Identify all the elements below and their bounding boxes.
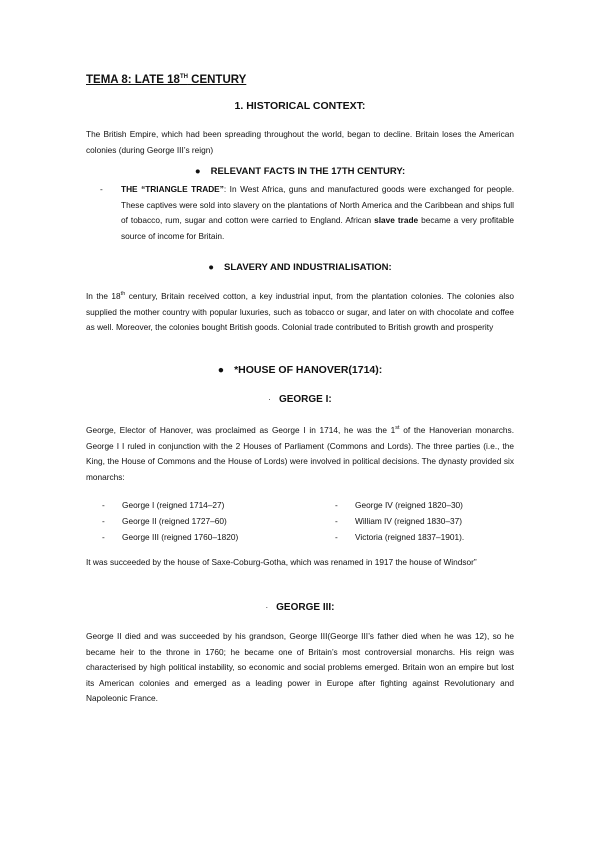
sub-bullet-icon: · [265, 603, 269, 612]
george-i-paragraph: George, Elector of Hanover, was proclaimed as George I in 1714, he was the 1st of the Hanoverian monarchs. George I I ruled in conjunction with the 2 Houses of Parliament (Commons and Lords). The three parties (i.e., the King, the House of Commons and the House of Lords) were involved in political decisions. The dynasty provided six monarchs: [86, 425, 514, 482]
bullet-icon: ● [208, 262, 215, 273]
monarch-item: - Victoria (reigned 1837–1901). [335, 532, 465, 542]
document-title: TEMA 8: LATE 18TH CENTURY [86, 74, 247, 86]
heading-relevant-facts: ● RELEVANT FACTS IN THE 17TH CENTURY: [194, 166, 406, 177]
monarch-item: - George IV (reigned 1820–30) [335, 500, 463, 510]
monarch-item: - George I (reigned 1714–27) [102, 500, 225, 510]
bullet-icon: ● [194, 166, 201, 177]
intro-paragraph: The British Empire, which had been spreading throughout the world, began to decline. Britain loses the American colonies (during George III’s reign) [86, 129, 514, 155]
sub-bullet-icon: · [268, 395, 271, 404]
heading-house-of-hanover: ● *HOUSE OF HANOVER(1714): [217, 364, 383, 376]
monarch-item: - George III (reigned 1760–1820) [102, 532, 239, 542]
succession-paragraph: It was succeeded by the house of Saxe-Coburg-Gotha, which was renamed in 1917 the house of Windsor” [86, 557, 477, 567]
heading-slavery-industrialisation: ● SLAVERY AND INDUSTRIALISATION: [208, 262, 392, 273]
list-dash: - [100, 184, 103, 194]
monarch-item: - William IV (reigned 1830–37) [335, 516, 462, 526]
slavery-paragraph: In the 18th century, Britain received cotton, a key industrial input, from the plantation colonies. The colonies also supplied the mother country with popular luxuries, such as tobacco or sugar, and later on with chocolate and coffee as well. Moreover, the colonies bought British goods. Colonial trade contributed to British growth and prosperity [86, 291, 514, 333]
heading-george-iii: · GEORGE III: [265, 602, 335, 613]
monarch-item: - George II (reigned 1727–60) [102, 516, 227, 526]
triangle-trade-text: THE “TRIANGLE TRADE”: In West Africa, guns and manufactured goods were exchanged for people. These captives were sold into slavery on the plantations of North America and the Caribbean and ships full of tobacco, rum, sugar and cotton were carried to England. African slave trade became a very profitable source of income for Britain. [121, 184, 515, 241]
bullet-icon: ● [217, 364, 225, 376]
george-iii-paragraph: George II died and was succeeded by his grandson, George III(George III’s father died when he was 12), so he became heir to the throne in 1760; he became one of Britain’s most controversial monarchs. His reign was characterised by high political instability, so economic and social problems emerged. Britain won an empire but lost its American colonies and emerged as a leading power in Europe after fighting against Revolutionary and Napoleonic France. [86, 631, 514, 704]
heading-george-i: · GEORGE I: [268, 394, 332, 405]
section-heading-historical-context: 1. HISTORICAL CONTEXT: [234, 100, 366, 112]
